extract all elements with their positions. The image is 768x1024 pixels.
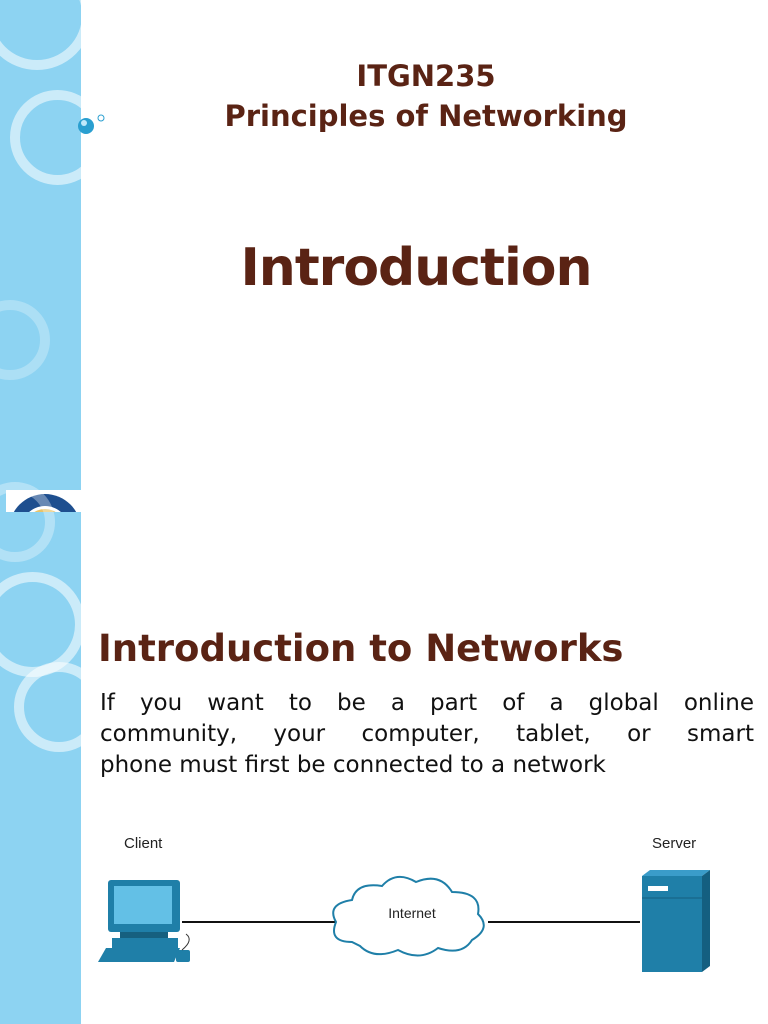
paragraph-line: If you want to be a part of a global online bbox=[100, 690, 754, 716]
decorative-ring bbox=[0, 572, 85, 677]
network-diagram bbox=[90, 860, 730, 980]
slide-subtitle: Introduction bbox=[240, 238, 592, 298]
decorative-ring bbox=[0, 300, 50, 380]
internet-cloud-icon bbox=[333, 877, 484, 956]
decorative-sidebar bbox=[0, 512, 84, 1024]
decorative-sidebar bbox=[0, 0, 84, 512]
course-code: ITGN235 bbox=[356, 59, 496, 93]
slide-heading: Introduction to Networks bbox=[98, 627, 624, 670]
paragraph-line: phone must first be connected to a network bbox=[100, 752, 606, 778]
course-name: Principles of Networking bbox=[224, 99, 628, 133]
decorative-ring bbox=[14, 662, 104, 752]
internet-label: Internet bbox=[388, 905, 436, 921]
server-icon bbox=[642, 870, 710, 972]
server-label: Server bbox=[652, 835, 697, 852]
client-label: Client bbox=[124, 835, 163, 852]
intro-paragraph bbox=[100, 688, 754, 781]
paragraph-line: community, your computer, tablet, or smart bbox=[100, 721, 754, 747]
computer-icon bbox=[98, 880, 190, 962]
decorative-ring bbox=[0, 0, 92, 70]
